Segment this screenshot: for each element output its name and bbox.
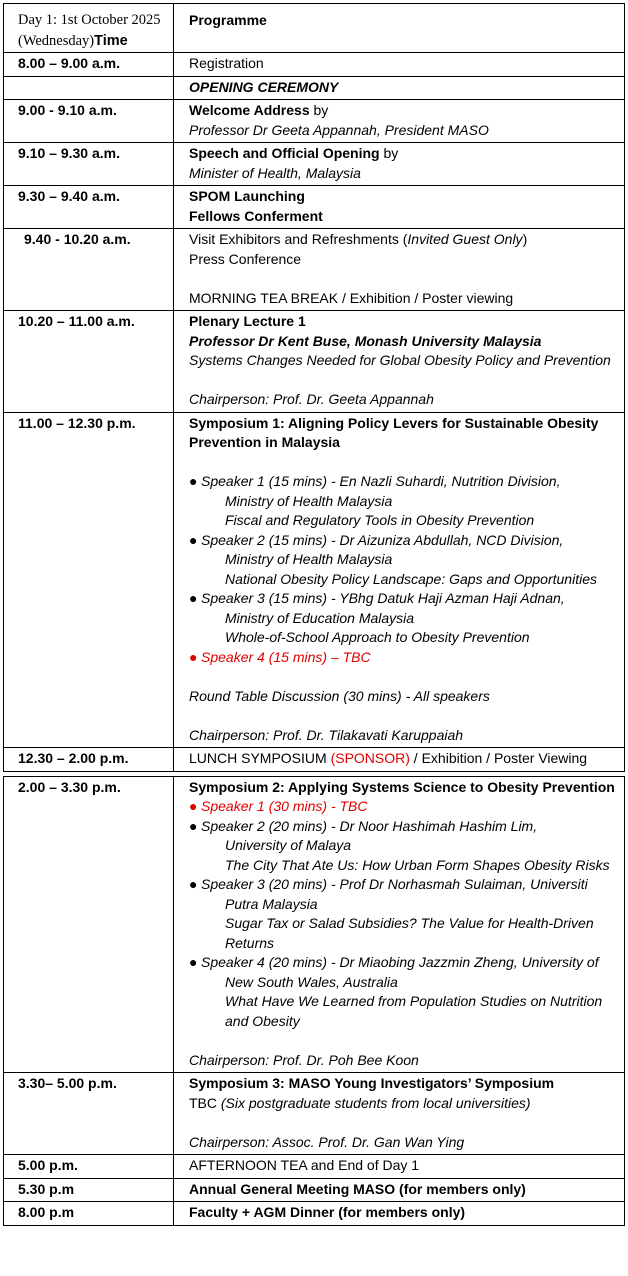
speaker-item-tbc xyxy=(189,648,618,668)
speaker-item xyxy=(189,953,618,1031)
programme-cell xyxy=(174,311,624,412)
table-row xyxy=(3,311,625,413)
programme-cell xyxy=(174,186,624,228)
programme-cell xyxy=(174,100,624,142)
time-cell: 3.30– 5.00 p.m. xyxy=(4,1073,174,1154)
time-cell: 12.30 – 2.00 p.m. xyxy=(4,748,174,771)
table-row xyxy=(3,1073,625,1155)
press-conference: Press Conference xyxy=(189,250,302,267)
visit-exhibitors: Visit Exhibitors and Refreshments (Invited Guest Only) xyxy=(189,231,528,247)
time-cell: 9.40 - 10.20 a.m. xyxy=(4,229,174,310)
opening-ceremony: OPENING CEREMONY xyxy=(189,78,339,95)
chairperson: Chairperson: Prof. Dr. Tilakavati Karuppaiah xyxy=(189,726,464,743)
speaker-topic: Fiscal and Regulatory Tools in Obesity Prevention xyxy=(225,512,535,528)
speaker-affiliation: Ministry of Health Malaysia xyxy=(225,492,393,509)
bullet-icon: ● xyxy=(189,876,198,892)
speaker-item-tbc xyxy=(189,797,618,817)
speaker-item xyxy=(189,817,618,876)
time-cell: 8.00 p.m xyxy=(4,1202,174,1225)
symposium-1-title: Symposium 1: Aligning Policy Levers for Sustainable Obesity Prevention in Malaysia xyxy=(189,414,599,450)
programme-cell xyxy=(174,143,624,185)
morning-tea-break: MORNING TEA BREAK / Exhibition / Poster viewing xyxy=(189,289,514,306)
bullet-icon: ● xyxy=(189,531,198,548)
bullet-icon: ● xyxy=(189,954,198,970)
programme-label: Programme xyxy=(189,12,267,28)
programme-cell: AFTERNOON TEA and End of Day 1 xyxy=(189,1157,420,1173)
time-cell: 5.30 p.m xyxy=(4,1179,174,1202)
symposium-3-detail: TBC (Six postgraduate students from local universities) xyxy=(189,1094,531,1111)
table-row xyxy=(3,748,625,772)
by-text: by xyxy=(379,145,399,161)
time-cell: 5.00 p.m. xyxy=(4,1155,174,1178)
bullet-icon: ● xyxy=(189,473,198,489)
speaker-item xyxy=(189,589,618,648)
speaker-line: Speaker 1 (30 mins) - TBC xyxy=(201,798,368,814)
speaker-affiliation: Ministry of Education Malaysia xyxy=(225,609,415,626)
speaker-line: Speaker 1 (15 mins) - En Nazli Suhardi, Nutrition Division, xyxy=(201,473,561,489)
speaker-line: Speaker 2 (15 mins) - Dr Aizuniza Abdullah, NCD Division, xyxy=(201,531,564,548)
table-row xyxy=(3,53,625,77)
table-row xyxy=(3,1155,625,1179)
table-row xyxy=(3,143,625,186)
chairperson: Chairperson: Prof. Dr. Geeta Appannah xyxy=(189,391,434,407)
bullet-icon: ● xyxy=(189,590,198,606)
table-header-row xyxy=(3,3,625,53)
programme-cell: Faculty + AGM Dinner (for members only) xyxy=(189,1204,466,1220)
plenary-title: Plenary Lecture 1 xyxy=(189,313,306,329)
table-row xyxy=(3,186,625,229)
time-cell: 8.00 – 9.00 a.m. xyxy=(4,53,174,76)
table-row xyxy=(3,77,625,101)
programme-cell xyxy=(174,413,624,748)
speaker-name: Professor Dr Geeta Appannah, President MASO xyxy=(189,121,489,138)
programme-table xyxy=(3,3,625,1226)
bullet-icon: ● xyxy=(189,798,198,814)
speaker-line: Speaker 2 (20 mins) - Dr Noor Hashimah Hashim Lim, xyxy=(201,817,538,834)
table-row xyxy=(3,229,625,311)
speaker-line: Speaker 3 (20 mins) - Prof Dr Norhasmah Sulaiman, Universiti Putra Malaysia xyxy=(201,876,588,912)
plenary-speaker: Professor Dr Kent Buse, Monash University Malaysia xyxy=(189,332,542,349)
speaker-affiliation: Ministry of Health Malaysia xyxy=(225,551,393,567)
speaker-affiliation: University of Malaya xyxy=(225,837,352,853)
table-row xyxy=(3,413,625,749)
welcome-address: Welcome Address xyxy=(189,102,310,118)
official-opening: Speech and Official Opening xyxy=(189,145,380,161)
plenary-topic: Systems Changes Needed for Global Obesity Policy and Prevention xyxy=(189,352,611,368)
table-row xyxy=(3,1202,625,1226)
programme-cell: Annual General Meeting MASO (for members only) xyxy=(189,1180,526,1197)
speaker-item xyxy=(189,875,618,953)
speaker-line: Speaker 4 (15 mins) – TBC xyxy=(201,648,371,665)
chairperson: Chairperson: Prof. Dr. Poh Bee Koon xyxy=(189,1051,419,1068)
programme-cell xyxy=(174,777,624,1073)
speaker-line: Speaker 4 (20 mins) - Dr Miaobing Jazzmin Zheng, University of New South Wales, Australia xyxy=(201,954,599,990)
speaker-topic: Sugar Tax or Salad Subsidies? The Value for Health-Driven Returns xyxy=(225,915,594,951)
time-cell: 11.00 – 12.30 p.m. xyxy=(4,413,174,748)
round-table: Round Table Discussion (30 mins) - All speakers xyxy=(189,687,490,704)
time-label: Time xyxy=(94,33,128,49)
speaker-topic: What Have We Learned from Population Studies on Nutrition and Obesity xyxy=(225,993,603,1029)
programme-cell: Registration xyxy=(189,55,264,71)
speaker-line: Speaker 3 (15 mins) - YBhg Datuk Haji Azman Haji Adnan, xyxy=(201,590,565,606)
day-label: Day 1: 1st October 2025 (Wednesday) xyxy=(18,12,161,49)
symposium-2-title: Symposium 2: Applying Systems Science to Obesity Prevention xyxy=(189,778,615,795)
table-row xyxy=(3,776,625,1074)
time-cell: 9.30 – 9.40 a.m. xyxy=(4,186,174,228)
time-cell: 9.10 – 9.30 a.m. xyxy=(4,143,174,185)
bullet-icon: ● xyxy=(189,648,198,665)
time-cell: 10.20 – 11.00 a.m. xyxy=(4,311,174,412)
time-cell: 9.00 - 9.10 a.m. xyxy=(4,100,174,142)
header-programme-cell xyxy=(174,4,624,52)
table-row xyxy=(3,1179,625,1203)
header-time-cell xyxy=(4,4,174,52)
programme-cell xyxy=(174,748,624,771)
chairperson: Chairperson: Assoc. Prof. Dr. Gan Wan Ying xyxy=(189,1133,465,1150)
table-row xyxy=(3,100,625,143)
fellows-conferment: Fellows Conferment xyxy=(189,207,323,224)
programme-cell xyxy=(174,1073,624,1154)
speaker-topic: Whole-of-School Approach to Obesity Prevention xyxy=(225,629,530,645)
speaker-item xyxy=(189,531,618,590)
programme-cell xyxy=(174,229,624,310)
by-text: by xyxy=(309,102,329,118)
time-cell xyxy=(4,77,174,100)
time-cell: 2.00 – 3.30 p.m. xyxy=(4,777,174,1073)
speaker-name: Minister of Health, Malaysia xyxy=(189,164,361,181)
speaker-item xyxy=(189,472,618,531)
spom-launching: SPOM Launching xyxy=(189,188,305,204)
speaker-topic: The City That Ate Us: How Urban Form Shapes Obesity Risks xyxy=(225,856,610,873)
symposium-3-title: Symposium 3: MASO Young Investigators’ Symposium xyxy=(189,1075,555,1091)
bullet-icon: ● xyxy=(189,817,198,834)
lunch-symposium: LUNCH SYMPOSIUM xyxy=(189,750,331,766)
speaker-topic: National Obesity Policy Landscape: Gaps and Opportunities xyxy=(225,570,597,587)
sponsor-label: (SPONSOR) xyxy=(330,750,410,766)
exhibition-text: / Exhibition / Poster Viewing xyxy=(409,750,588,766)
